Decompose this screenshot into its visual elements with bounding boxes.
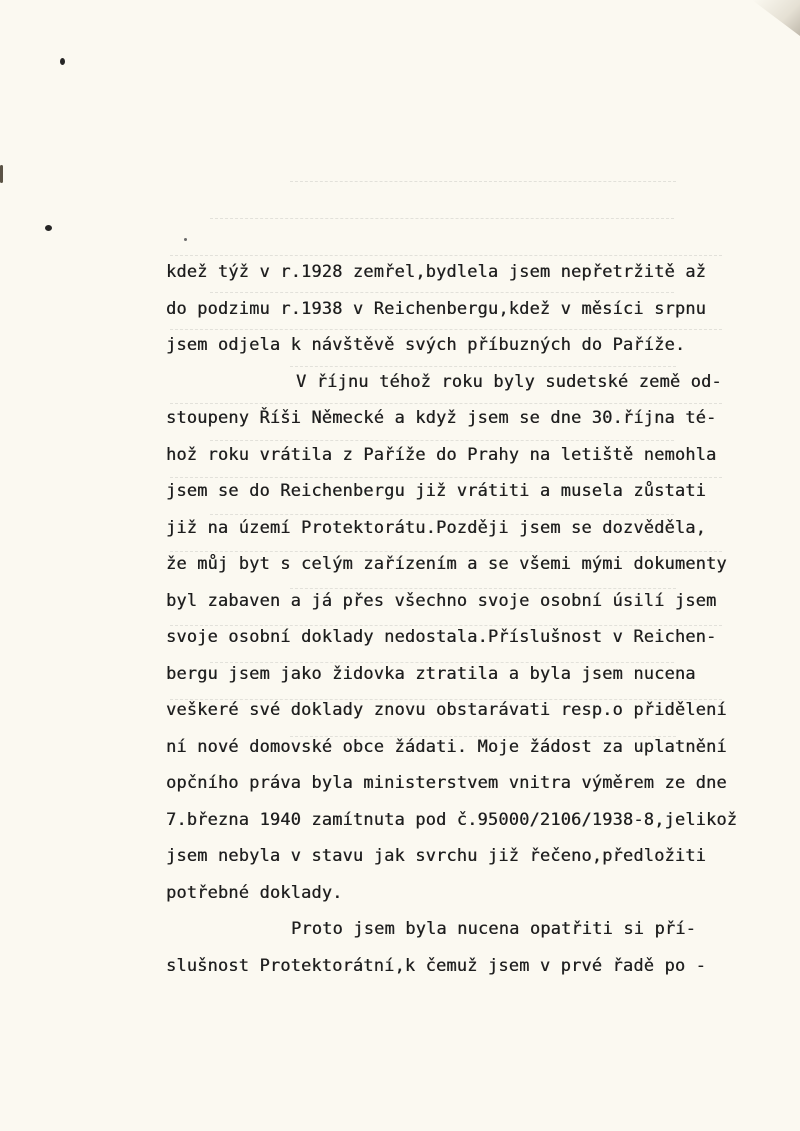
show-through-line <box>290 181 676 204</box>
body-line-19: Proto jsem byla nucena opatřiti si pří- <box>291 919 697 939</box>
body-line-13: veškeré své doklady znovu obstarávati resp.o přidělení <box>166 700 727 720</box>
body-line-7: jsem se do Reichenbergu již vrátiti a musela zůstati <box>166 481 707 501</box>
body-line-12: bergu jsem jako židovka ztratila a byla jsem nucena <box>166 663 696 684</box>
body-line-1: kdež týž v r.1928 zemřel,bydlela jsem nepřetržitě až <box>166 262 707 282</box>
body-line-4: V říjnu téhož roku byly sudetské země od- <box>296 371 722 392</box>
body-line-17: jsem nebyla v stavu jak svrchu již řečeno,předložiti <box>166 846 707 866</box>
body-line-18: potřebné doklady. <box>166 882 343 903</box>
folded-corner <box>752 0 800 36</box>
body-line-11: svoje osobní doklady nedostala.Příslušnost v Reichen- <box>166 627 717 647</box>
body-line-16: 7.března 1940 zamítnuta pod č.95000/2106/1938-8,jelikož <box>166 809 738 830</box>
body-line-14: ní nové domovské obce žádati. Moje žádost za uplatnění <box>166 736 727 757</box>
body-line-6: hož roku vrátila z Paříže do Prahy na letiště nemohla <box>166 444 717 465</box>
ink-dot <box>60 58 65 65</box>
body-line-10: byl zabaven a já přes všechno svoje osobní úsilí jsem <box>166 590 717 611</box>
body-line-20: slušnost Protektorátní,k čemuž jsem v prvé řadě po - <box>166 955 707 976</box>
body-line-2: do podzimu r.1938 v Reichenbergu,kdež v měsíci srpnu <box>166 298 707 319</box>
show-through-line <box>210 218 674 241</box>
typewritten-body <box>166 254 764 984</box>
left-edge-mark <box>0 165 3 183</box>
body-line-5: stoupeny Říši Německé a když jsem se dne 30.října té- <box>166 408 717 428</box>
body-line-15: opčního práva byla ministerstvem vnitra výměrem ze dne <box>166 773 727 793</box>
ink-dot <box>45 225 52 231</box>
body-line-8: již na území Protektorátu.Později jsem se dozvěděla, <box>166 517 707 538</box>
body-line-3: jsem odjela k návštěvě svých příbuzných do Paříže. <box>166 335 686 355</box>
body-line-9: že můj byt s celým zařízením a se všemi mými dokumenty <box>166 554 727 574</box>
